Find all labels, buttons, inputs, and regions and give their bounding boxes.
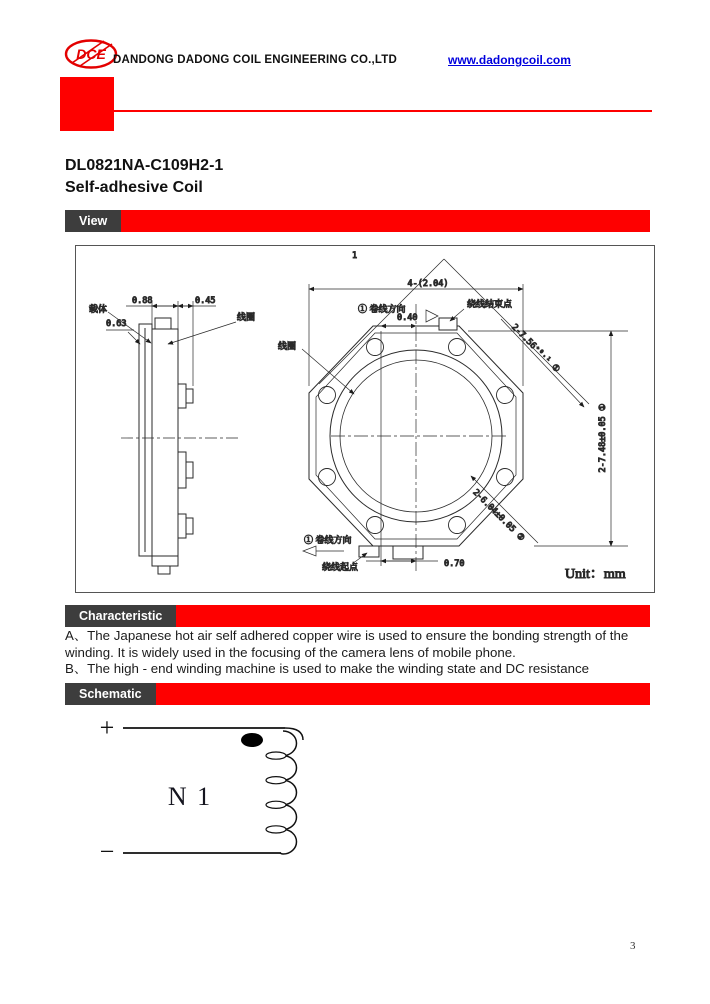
label-winding-end-point: 绕线结束点 (467, 299, 513, 309)
dim-diagonal-lower: 2-6.04±0.05 ② (470, 487, 527, 544)
red-accent-block (60, 77, 114, 131)
characteristic-item-b: B、The high - end winding machine is used to make the winding state and DC resistance (65, 661, 590, 677)
label-coil-side: 线圈 (237, 312, 256, 322)
dim-0-88: 0.88 (132, 296, 153, 306)
front-view (302, 259, 628, 574)
product-title: Self-adhesive Coil (65, 179, 203, 196)
label-carrier: 载体 (89, 304, 108, 314)
section-bar-characteristic (65, 605, 650, 627)
ref-mark-1: 1 (352, 251, 358, 261)
winding-label: N 1 (167, 782, 213, 811)
minus-terminal: − (99, 837, 115, 866)
dim-0-63: 0.63 (106, 319, 127, 329)
section-bar-view (65, 210, 650, 232)
dim-0-40: 0.40 (397, 313, 418, 323)
dim-diagonal-upper: 2-7.56⁺⁰·¹ ① (509, 322, 562, 375)
side-view (106, 301, 238, 574)
label-winding-start-point: 绕线起点 (322, 562, 359, 572)
dim-0-70: 0.70 (444, 559, 465, 569)
polarity-dot (241, 733, 263, 747)
dim-top-width: 4-(2.04) (407, 279, 449, 289)
label-coil-front: 线圈 (278, 341, 297, 351)
coil-schematic (65, 712, 405, 887)
coil-winding (266, 728, 303, 854)
section-label-characteristic: Characteristic (65, 605, 176, 627)
part-number-title: DL0821NA-C109H2-1 (65, 157, 224, 174)
section-label-schematic: Schematic (65, 683, 156, 705)
section-label-view: View (65, 210, 121, 232)
dce-logo (58, 32, 120, 74)
characteristic-text (65, 628, 653, 678)
technical-drawing (76, 246, 654, 592)
website-link[interactable]: www.dadongcoil.com (448, 53, 571, 67)
unit-label: Unit：mm (565, 567, 626, 582)
dim-vertical-right: 2-7.48±0.05 ① (598, 403, 608, 473)
technical-drawing-frame (75, 245, 655, 593)
section-bar-schematic (65, 683, 650, 705)
logo-text: DCE (76, 46, 106, 62)
plus-terminal: + (99, 713, 115, 742)
label-winding-direction-bottom: ① 卷线方向 (304, 535, 352, 545)
page-number: 3 (630, 940, 636, 952)
red-divider-line (114, 110, 652, 112)
characteristic-item-a: A、The Japanese hot air self adhered copper wire is used to ensure the bonding strength of the winding. It is widely used in the focusing of the camera lens of mobile phone. (65, 628, 629, 660)
company-name: DANDONG DADONG COIL ENGINEERING CO.,LTD (113, 54, 398, 66)
dim-0-45: 0.45 (195, 296, 216, 306)
label-winding-direction-top: ① 卷线方向 (358, 304, 406, 314)
